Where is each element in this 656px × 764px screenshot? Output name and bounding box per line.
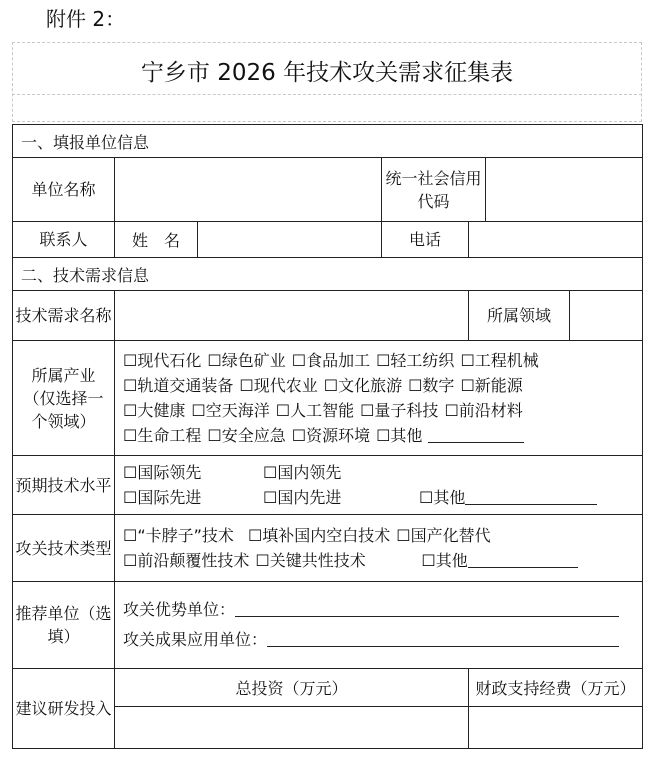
- industry-label: 所属产业（仅选择一个领域）: [13, 341, 115, 456]
- industry-option[interactable]: ☐前沿材料: [444, 401, 523, 420]
- industry-option[interactable]: ☐食品加工: [291, 351, 371, 370]
- advantage-unit-blank[interactable]: [235, 600, 619, 617]
- industry-option[interactable]: ☐现代农业: [239, 376, 318, 395]
- industry-option[interactable]: ☐人工智能: [275, 401, 355, 420]
- name-field[interactable]: [198, 222, 382, 258]
- tech-level-other-blank[interactable]: [465, 488, 597, 505]
- tackle-type-option[interactable]: ☐填补国内空白技术: [247, 526, 391, 545]
- industry-option[interactable]: ☐轨道交通装备: [123, 376, 234, 395]
- fiscal-support-label: 财政支持经费（万元）: [469, 669, 643, 707]
- field-row: [469, 291, 643, 341]
- total-investment-label: 总投资（万元）: [115, 669, 469, 707]
- tackle-type-label: 攻关技术类型: [13, 515, 115, 582]
- title-frame-divider: [12, 94, 642, 95]
- field-label: 所属领域: [469, 291, 570, 340]
- unit-name-label: 单位名称: [13, 158, 115, 222]
- attachment-number: 附件 2：: [46, 7, 126, 31]
- application-unit-label: 攻关成果应用单位：: [123, 630, 268, 649]
- industry-option[interactable]: ☐现代石化: [123, 351, 202, 370]
- total-investment-field[interactable]: [115, 707, 469, 749]
- credit-code-label: 统一社会信用代码: [382, 158, 486, 222]
- credit-code-field[interactable]: [486, 158, 643, 222]
- industry-option[interactable]: ☐文化旅游: [323, 376, 403, 395]
- phone-field[interactable]: [469, 222, 643, 258]
- industry-option[interactable]: ☐其他: [376, 426, 423, 445]
- advantage-unit-label: 攻关优势单位：: [123, 600, 236, 619]
- investment-label: 建议研发投入: [13, 669, 115, 749]
- form-title: 宁乡市 2026 年技术攻关需求征集表: [140, 60, 514, 86]
- unit-name-field[interactable]: [115, 158, 382, 222]
- industry-option[interactable]: ☐绿色矿业: [207, 351, 286, 370]
- industry-options: [115, 341, 643, 456]
- contact-label: 联系人: [13, 222, 115, 258]
- application-unit-blank[interactable]: [267, 630, 619, 647]
- phone-label: 电话: [382, 222, 469, 258]
- tackle-type-options: [115, 515, 643, 582]
- tackle-type-option[interactable]: ☐其他: [421, 551, 468, 570]
- industry-option[interactable]: ☐大健康: [123, 401, 186, 420]
- tech-level-options: [115, 456, 643, 515]
- industry-option[interactable]: ☐安全应急: [207, 426, 286, 445]
- industry-option[interactable]: ☐资源环境: [291, 426, 371, 445]
- industry-option[interactable]: ☐数字: [408, 376, 455, 395]
- tackle-type-option[interactable]: ☐关键共性技术: [255, 551, 366, 570]
- industry-option[interactable]: ☐量子科技: [360, 401, 439, 420]
- field-input[interactable]: [570, 291, 642, 340]
- tackle-type-option[interactable]: ☐国产化替代: [396, 526, 491, 545]
- demand-name-label: 技术需求名称: [13, 291, 115, 341]
- tech-level-option[interactable]: ☐国内领先: [263, 463, 342, 482]
- recommend-fields: [115, 582, 643, 669]
- name-label: 姓 名: [115, 222, 198, 258]
- industry-option[interactable]: ☐新能源: [460, 376, 523, 395]
- tech-level-option[interactable]: ☐国际领先: [123, 463, 202, 482]
- tech-level-label: 预期技术水平: [13, 456, 115, 515]
- demand-name-field[interactable]: [115, 291, 469, 341]
- industry-other-blank[interactable]: [428, 426, 524, 443]
- industry-option[interactable]: ☐生命工程: [123, 426, 202, 445]
- tackle-type-option[interactable]: ☐前沿颠覆性技术: [123, 551, 250, 570]
- tech-level-option[interactable]: ☐国内先进: [263, 488, 342, 507]
- tackle-type-option[interactable]: ☐“卡脖子”技术: [123, 526, 234, 545]
- industry-option[interactable]: ☐空天海洋: [191, 401, 270, 420]
- industry-option[interactable]: ☐工程机械: [460, 351, 539, 370]
- industry-option[interactable]: ☐轻工纺织: [376, 351, 455, 370]
- demand-form-table: [12, 124, 643, 749]
- tech-level-option[interactable]: ☐其他: [419, 488, 466, 507]
- section-unit-info-heading: 一、填报单位信息: [13, 125, 643, 158]
- fiscal-support-field[interactable]: [469, 707, 643, 749]
- recommend-label: 推荐单位（选填）: [13, 582, 115, 669]
- tech-level-option[interactable]: ☐国际先进: [123, 488, 202, 507]
- tackle-type-other-blank[interactable]: [468, 551, 578, 568]
- section-demand-info-heading: 二、技术需求信息: [13, 258, 643, 291]
